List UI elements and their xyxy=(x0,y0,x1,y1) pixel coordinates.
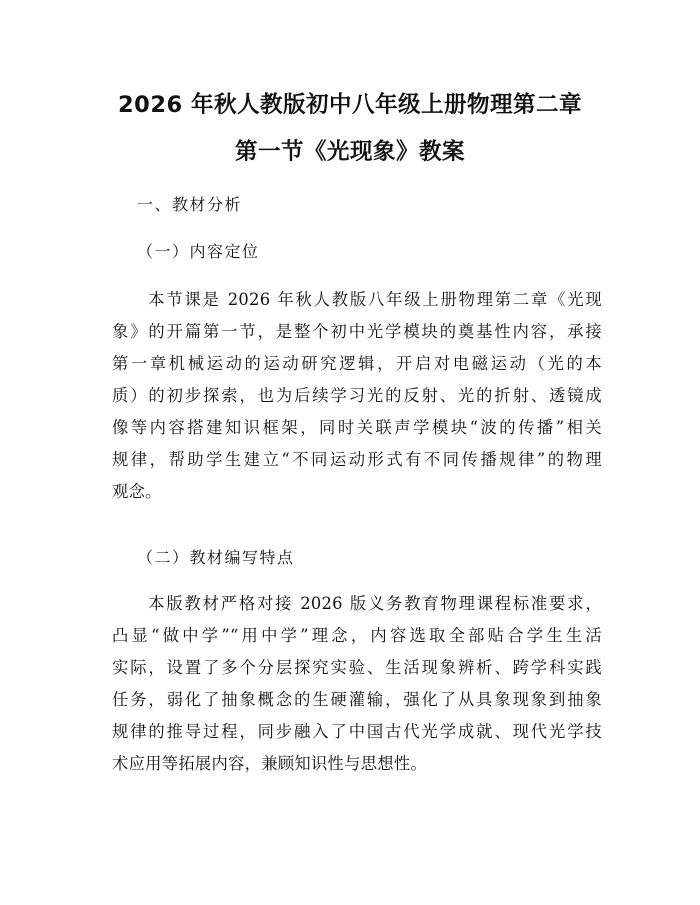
paragraph-line: 本节课是 2026 年秋人教版八年级上册物理第二章《光现 xyxy=(112,290,602,309)
document-title-line-2: 第一节《光现象》教案 xyxy=(234,139,465,165)
subsection-heading-textbook-features: （二）教材编写特点 xyxy=(137,548,295,567)
paragraph-line: 观念。 xyxy=(112,482,162,501)
paragraph-line: 任务，弱化了抽象概念的生硬灌输，强化了从具象现象到抽象 xyxy=(112,690,602,709)
paragraph-line: 实际，设置了多个分层探究实验、生活现象辨析、跨学科实践 xyxy=(112,658,602,677)
document-title-line-1: 2026 年秋人教版初中八年级上册物理第二章 xyxy=(118,92,582,118)
paragraph-line: 规律的推导过程，同步融入了中国古代光学成就、现代光学技 xyxy=(112,722,602,741)
paragraph-textbook-features xyxy=(112,588,602,780)
paragraph-line: 规律，帮助学生建立“不同运动形式有不同传播规律”的物理 xyxy=(112,450,602,469)
paragraph-content-positioning xyxy=(112,284,602,508)
paragraph-line: 本版教材严格对接 2026 版义务教育物理课程标准要求， xyxy=(112,594,602,613)
paragraph-line: 术应用等拓展内容，兼顾知识性与思想性。 xyxy=(112,754,428,773)
paragraph-line: 第一章机械运动的运动研究逻辑，开启对电磁运动（光的本 xyxy=(112,354,602,373)
paragraph-line: 质）的初步探索，也为后续学习光的反射、光的折射、透镜成 xyxy=(112,386,602,405)
paragraph-line: 象》的开篇第一节，是整个初中光学模块的奠基性内容，承接 xyxy=(112,322,602,341)
paragraph-line: 凸显“做中学”“用中学”理念，内容选取全部贴合学生生活 xyxy=(112,626,602,645)
section-heading-textbook-analysis: 一、教材分析 xyxy=(137,195,243,214)
paragraph-line: 像等内容搭建知识框架，同时关联声学模块“波的传播”相关 xyxy=(112,418,602,437)
subsection-heading-content-positioning: （一）内容定位 xyxy=(137,242,260,261)
